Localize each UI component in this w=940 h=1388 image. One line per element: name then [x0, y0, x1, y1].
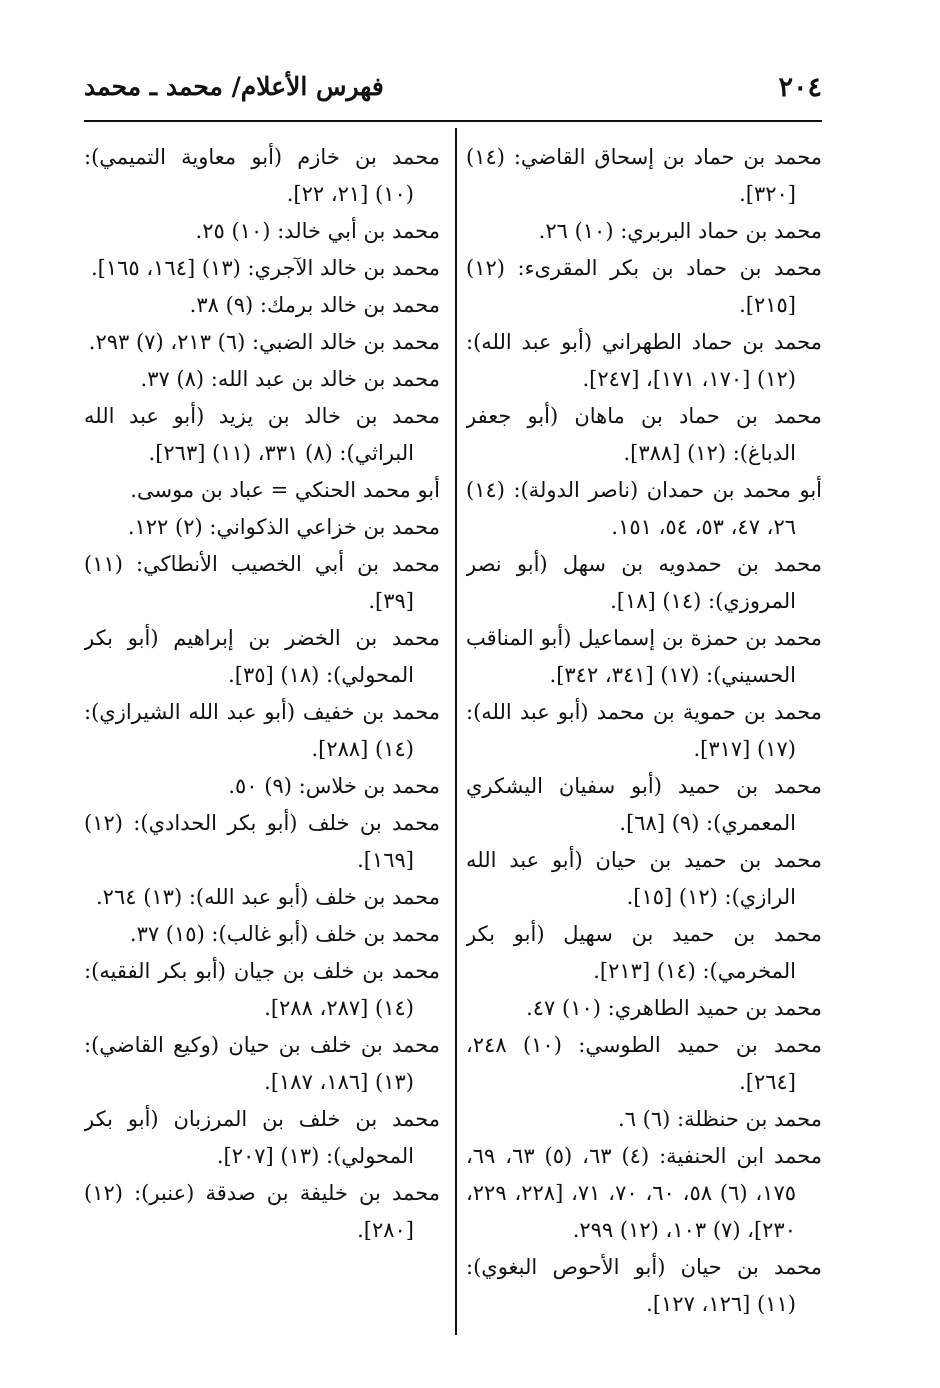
- index-column-left: [84, 139, 440, 1339]
- index-entry: محمد بن حماد بن بكر المقرىء: (١٢) [٢١٥].: [466, 256, 822, 317]
- index-entry: محمد بن حموية بن محمد (أبو عبد الله): (١٧) [٣١٧].: [466, 700, 822, 761]
- index-entry: محمد بن خالد الضبي: (٦) ٢١٣، (٧) ٢٩٣.: [88, 330, 440, 354]
- header-rule: [84, 120, 822, 122]
- index-entry: محمد بن حماد بن ماهان (أبو جعفر الدباغ): (١٢) [٣٨٨].: [466, 404, 822, 465]
- running-title: فهرس الأعلام/ محمد ـ محمد: [84, 72, 384, 101]
- index-entry: محمد بن خالد برمك: (٩) ٣٨.: [189, 293, 440, 317]
- index-entry: محمد بن حميد الطاهري: (١٠) ٤٧.: [526, 996, 822, 1020]
- index-entry: محمد بن حماد بن إسحاق القاضي: (١٤) [٣٢٠].: [466, 145, 822, 206]
- page-number: ٢٠٤: [778, 72, 822, 103]
- index-entry: محمد بن أبي الخصيب الأنطاكي: (١١) [٣٩].: [84, 552, 440, 613]
- index-entry: محمد بن حماد الطهراني (أبو عبد الله): (١٢) [١٧٠، ١٧١]، [٢٤٧].: [466, 330, 822, 391]
- index-entry: محمد بن خلاس: (٩) ٥٠.: [228, 774, 440, 798]
- index-entry: محمد بن حميد الطوسي: (١٠) ٢٤٨، [٢٦٤].: [466, 1033, 822, 1094]
- index-entry: محمد بن حيان (أبو الأحوص البغوي): (١١) [١٢٦، ١٢٧].: [466, 1255, 822, 1316]
- index-entry: محمد بن خازم (أبو معاوية التميمي): (١٠) [٢١، ٢٢].: [84, 145, 440, 206]
- index-column-right: [466, 139, 822, 1339]
- index-entry: محمد بن حمدويه بن سهل (أبو نصر المروزي): (١٤) [١٨].: [466, 552, 822, 613]
- index-entry: محمد بن خليفة بن صدقة (عنبر): (١٢) [٢٨٠].: [84, 1181, 440, 1242]
- index-entry: محمد بن الخضر بن إبراهيم (أبو بكر المحولي): (١٨) [٣٥].: [84, 626, 440, 687]
- index-entry: أبو محمد الحنكي = عباد بن موسى.: [130, 478, 440, 502]
- index-entry: محمد بن حماد البربري: (١٠) ٢٦.: [538, 219, 822, 243]
- index-entry: محمد بن خالد الآجري: (١٣) [١٦٤، ١٦٥].: [90, 256, 440, 280]
- page-header: [84, 68, 822, 112]
- index-entry: محمد بن حنظلة: (٦) ٦.: [618, 1107, 822, 1131]
- index-entry: محمد بن خلف (أبو بكر الحدادي): (١٢) [١٦٩].: [84, 811, 440, 872]
- column-divider: [455, 128, 457, 1335]
- index-entry: محمد بن خلف بن جيان (أبو بكر الفقيه): (١٤) [٢٨٧، ٢٨٨].: [84, 959, 440, 1020]
- index-entry: محمد بن حمزة بن إسماعيل (أبو المناقب الحسيني): (١٧) [٣٤١، ٣٤٢].: [466, 626, 822, 687]
- index-entry: محمد بن خلف بن المرزبان (أبو بكر المحولي): (١٣) [٢٠٧].: [84, 1107, 440, 1168]
- index-entry: محمد بن خالد بن عبد الله: (٨) ٣٧.: [140, 367, 440, 391]
- index-entry: محمد بن حميد بن حيان (أبو عبد الله الرازي): (١٢) [١٥].: [466, 848, 822, 909]
- index-entry: محمد بن خلف (أبو غالب): (١٥) ٣٧.: [129, 922, 440, 946]
- index-entry: محمد بن خزاعي الذكواني: (٢) ١٢٢.: [127, 515, 440, 539]
- index-entry: محمد بن خالد بن يزيد (أبو عبد الله البراثي): (٨) ٣٣١، (١١) [٢٦٣].: [84, 404, 440, 465]
- index-entry: محمد بن أبي خالد: (١٠) ٢٥.: [195, 219, 440, 243]
- index-entry: محمد بن حميد بن سهيل (أبو بكر المخرمي): (١٤) [٢١٣].: [466, 922, 822, 983]
- index-entry: محمد بن خلف بن حيان (وكيع القاضي): (١٣) [١٨٦، ١٨٧].: [84, 1033, 440, 1094]
- index-entry: محمد بن حميد (أبو سفيان اليشكري المعمري): (٩) [٦٨].: [466, 774, 822, 835]
- index-entry: محمد بن خلف (أبو عبد الله): (١٣) ٢٦٤.: [95, 885, 440, 909]
- index-entry: محمد ابن الحنفية: (٤) ٦٣، (٥) ٦٣، ٦٩، ١٧٥، (٦) ٥٨، ٦٠، ٧٠، ٧١، [٢٢٨، ٢٢٩، ٢٣٠]، (٧) ١٠٣، (١٢) ٢٩٩.: [466, 1144, 822, 1242]
- index-entry: محمد بن خفيف (أبو عبد الله الشيرازي): (١٤) [٢٨٨].: [84, 700, 440, 761]
- index-entry: أبو محمد بن حمدان (ناصر الدولة): (١٤) ٢٦، ٤٧، ٥٣، ٥٤، ١٥١.: [466, 478, 822, 539]
